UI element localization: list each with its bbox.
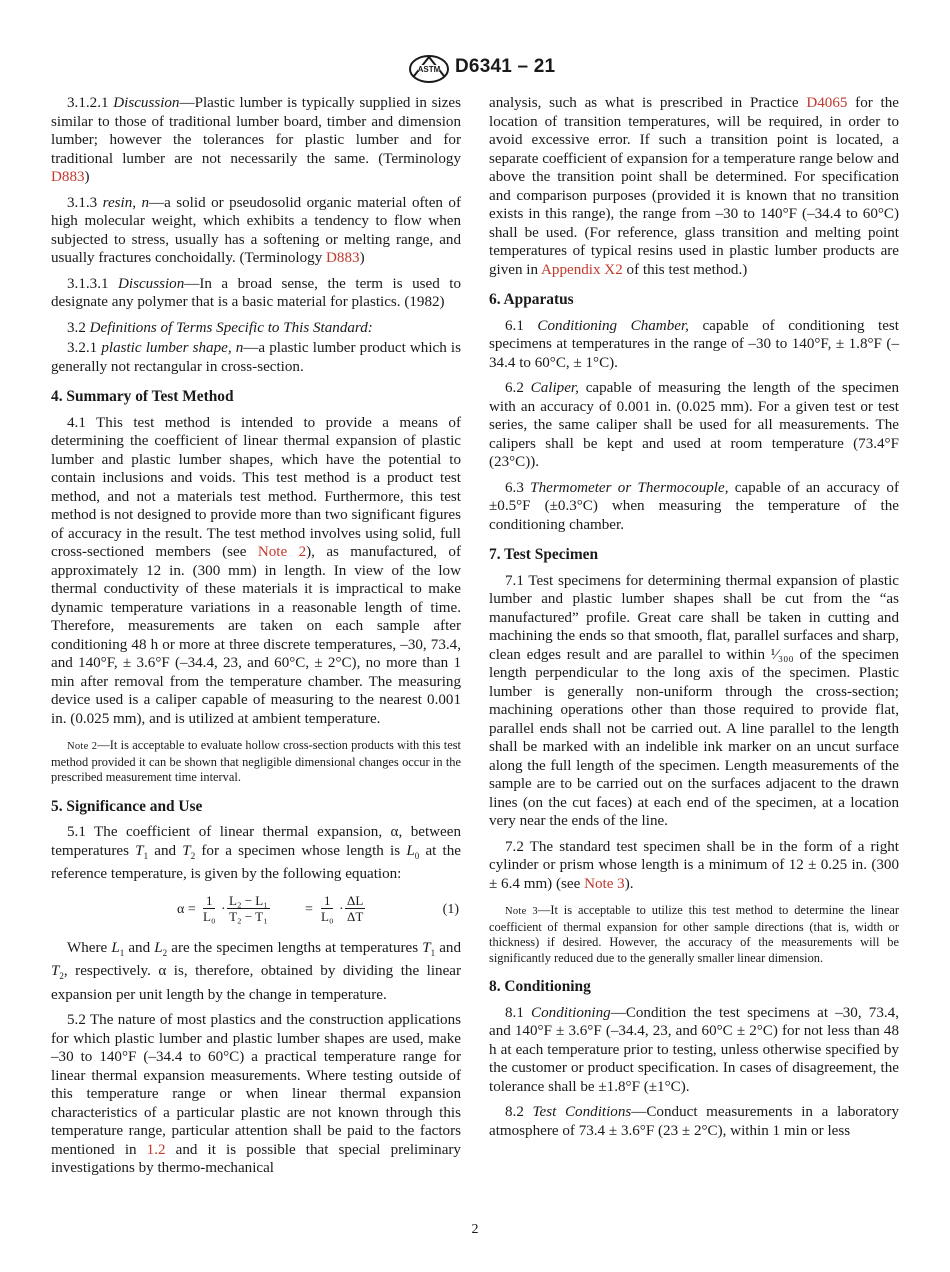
document-designation: D6341 – 21 [455,56,556,77]
section-heading-4: 4. Summary of Test Method [51,388,234,405]
paragraph-8-1: 8.1 Conditioning—Condition the test specimens at –30, 73.4, and 140°F ± 3.6°F (–34.4, 23, and 60°C ± 2°C) for not less than 48 h at each temperature prior to testing, unless otherwise specified by the customer or product specification. In cases of disagreement, the tolerance shall be ±1.8°F (±1°C). [489,1004,899,1095]
paragraph-5-2-continued: analysis, such as what is prescribed in Practice D4065 for the location of transition temperatures, will be required, in order to avoid excessive error. If such a transition point is located, a separate coefficient of expansion for a temperature range below and above the transition point shall be determined. For specification and comparison purposes (provided it is known that no transition exists in this range), the range from –30 to 140°F (–34.4 to 60°C) shall be used. (For reference, glass transition and melting point temperatures of typical resins used in plastic lumber products are given in Appendix X2 of this test method.) [489,95,899,278]
section-heading-7: 7. Test Specimen [489,546,599,563]
link-d883[interactable]: D883 [326,250,360,266]
section-heading-5: 5. Significance and Use [51,797,203,815]
equation-number: (1) [442,901,459,917]
paragraph-6-3: 6.3 Thermometer or Thermocouple, capable of an accuracy of ±0.5°F (±0.3°C) when measuring the temperature of the conditioning chamber. [489,479,899,533]
svg-text:ASTM: ASTM [417,65,441,74]
paragraph-3-2-1: 3.2.1 plastic lumber shape, n—a plastic lumber product which is generally not rectangular in cross-section. [51,340,461,375]
link-appendix-x2[interactable]: Appendix X2 [541,261,623,278]
fraction-one-over-l0-b: $\frac{1}{\text{L₀}}$ [321,892,334,924]
link-d883[interactable]: D883 [51,169,85,185]
paragraph-8-2: 8.2 Test Conditions—Conduct measurements in a laboratory atmosphere of 73.4 ± 3.6°F (23 ± 2°C), within 1 min or less [489,1104,899,1139]
fraction-one-over-l0: $\frac{1}{\text{L₀}}$ [203,892,216,924]
paragraph-7-2: 7.2 The standard test specimen shall be in the form of a right cylinder or prism whose length is a minimum of 12 ± 0.25 in. (300 ± 6.4 mm) (see Note 3). [489,838,899,892]
page-header [0,52,950,86]
link-note-2[interactable]: Note 2 [257,544,307,560]
note-3: Note 3—It is acceptable to utilize this test method to determine the linear coefficient of thermal expansion for other sample directions (that is, width or thickness) if desired. However, the accuracy of the measurements will be significantly reduced due to the generally smaller linear dimension. [489,903,899,965]
paragraph-4-1: 4.1 This test method is intended to provide a means of determining the coefficient of linear thermal expansion of plastic lumber and plastic lumber shapes, which have the potential to contain inclusions and voids. This test method is a product test method, and not a materials test method. Furthermore, this test method is not designed to provide more than two significant figures of accuracy in the result. The test method involves using solid, full cross-sectioned members (see Note 2), as manufactured, of approximately 12 in. (300 mm) in length. In view of the low thermal conductivity of these materials it is impractical to make dynamic temperature variations in a reasonable length of time. Therefore, measurements are taken on each sample after conditioning 48 h or more at three discrete temperatures, –30, 73.4, and 140°F, ± 3.6°F (–34.4, 23, and 60°C, ± 2°C), no more than 1 min after removal from the temperature chamber. The measuring device used is a caliper capable of measuring to the nearest 0.001 in. (0.025 mm), and is utilized at ambient temperature. [51,414,461,727]
link-d4065[interactable]: D4065 [806,95,848,111]
equation-1: α = $\frac{1}{\text{L₀}}$ · $\frac{\text{L₂ − L₁}}{\text{T₂ − T₁}}$ = $\frac{1}{\text{L₀}}$ · $\frac{\Delta L}{\Delta T}$ (1) [177,892,459,924]
section-heading-6: 6. Apparatus [489,291,574,308]
paragraph-6-2: 6.2 Caliper, capable of measuring the length of the specimen with an accuracy of 0.001 in. (0.025 mm). For a given test or test series, the same caliper shall be used for all measurements. The calipers shall be kept and used at room temperature (73.4°F (23°C)). [489,380,899,470]
paragraph-3-2: 3.2 Definitions of Terms Specific to This Standard: [67,319,373,336]
fraction-length-over-temp: $\frac{\text{L₂ − L₁}}{\text{T₂ − T₁}}$ [229,892,268,924]
paragraph-3-1-3: 3.1.3 resin, n—a solid or pseudosolid organic material often of high molecular weight, which exhibits a tendency to flow when subjected to stress, usually has a softening or melting range, and usually fractures conchoidally. (Terminology D883) [51,194,461,266]
page-number: 2 [471,1222,479,1237]
right-column [489,94,899,1147]
note-2: Note 2—It is acceptable to evaluate hollow cross-section products with this test method provided it can be shown that negligible dimensional changes occur in the prescribed measurement time interval. [51,738,461,784]
paragraph-3-1-2-1: 3.1.2.1 Discussion—Plastic lumber is typically supplied in sizes similar to those of traditional lumber board, timber and dimension lumber; however the tolerances for plastic lumber and for traditional lumber are not necessarily the same. (Terminology D883) [51,95,461,185]
left-column [51,94,461,1185]
paragraph-6-1: 6.1 Conditioning Chamber, capable of conditioning test specimens at temperatures in the range of –30 to 140°F, ± 1.8°F (–34.4 to 60°C, ± 1°C). [489,317,899,371]
paragraph-5-2: 5.2 The nature of most plastics and the construction applications for which plastic lumber and plastic lumber shapes are used, make –30 to 140°F (–34.4 to 60°C) a practical temperature range for linear thermal expansion measurements. Where testing outside of this temperature range or when linear thermal expansion characteristics of a particular plastic are not known through this temperature range, particular attention shall be paid to the factors mentioned in 1.2 and it is possible that special preliminary investigations by thermo-mechanical [51,1012,461,1177]
paragraph-7-1: 7.1 Test specimens for determining thermal expansion of plastic lumber and plastic lumber shapes shall be cut from the “as manufactured” profile. Great care shall be taken in cutting and machining the ends so that smooth, flat, parallel surfaces and sharp, clean edges result and are parallel to within ¹⁄₃₀₀ of the specimen length perpendicular to the long axis of the specimen. Plastic lumber is generally non-uniform through the cross-section; machining operations other than those required to provide flat, parallel ends shall not be carried out. A line parallel to the length shall be marked with an indelible ink marker on an uncut surface along the full length of the specimen. Length measurements of the sample are to be carried out on the surfaces adjacent to the drawn lines (on the cut faces) at each end of the specimen, at a location very near the ends of the line. [489,572,899,829]
paragraph-5-1: 5.1 The coefficient of linear thermal expansion, α, between temperatures $T_1$ and $T_2$ for a specimen whose length is $L_0$ at the reference temperature, is given by the following equation: [51,824,461,883]
fraction-delta: $\frac{\Delta L}{\Delta T}$ [347,892,364,924]
astm-logo-icon [408,54,450,84]
link-note-3[interactable]: Note 3 [584,875,625,892]
link-section-1-2[interactable]: 1.2 [146,1141,166,1158]
paragraph-where: Where $L_1$ and $L_2$ are the specimen lengths at temperatures $T_1$ and $T_2$, respectively. α is, therefore, obtained by dividing the linear expansion per unit length by the change in temperature. [51,939,462,1003]
paragraph-3-1-3-1: 3.1.3.1 Discussion—In a broad sense, the term is used to designate any polymer that is a basic material for plastics. (1982) [51,275,461,310]
section-heading-8: 8. Conditioning [489,978,591,995]
